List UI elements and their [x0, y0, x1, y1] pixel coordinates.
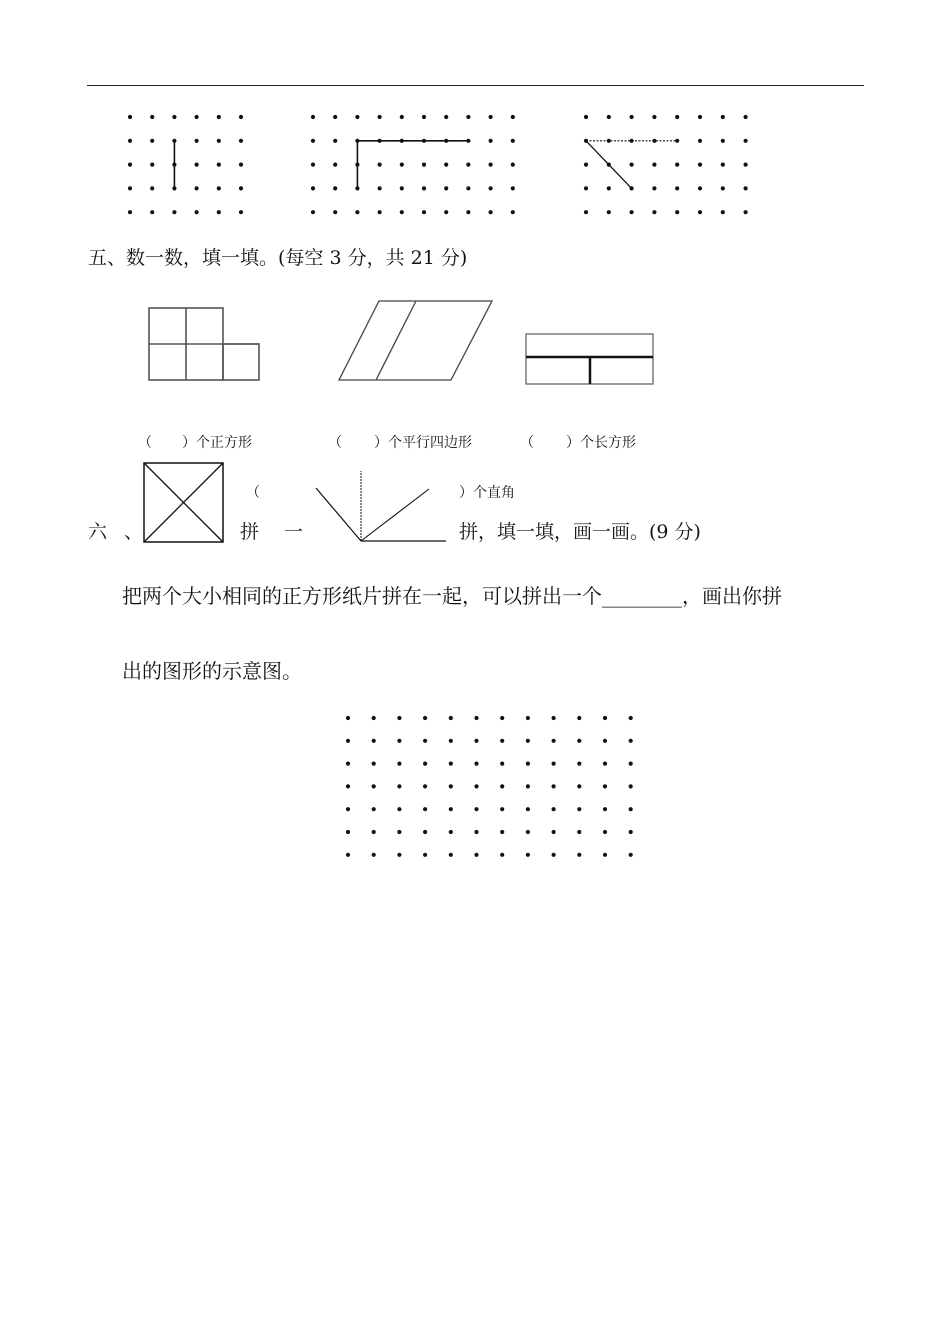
- grid-dot: [466, 210, 470, 214]
- grid-dot: [423, 830, 427, 834]
- section-6-number: 六: [88, 521, 108, 543]
- grid-dot: [423, 807, 427, 811]
- grid-dot: [333, 115, 337, 119]
- grid-dot: [584, 163, 588, 167]
- grid-dot: [489, 210, 493, 214]
- grid-dot: [584, 115, 588, 119]
- grid-dot: [311, 163, 315, 167]
- grid-dot: [217, 163, 221, 167]
- grid-dot: [577, 853, 581, 857]
- grid-dot: [311, 139, 315, 143]
- instruction-line-2: 出的图形的示意图。: [122, 659, 302, 683]
- grid-dot: [466, 115, 470, 119]
- grid-dot: [239, 186, 243, 190]
- grid-dot: [150, 210, 154, 214]
- grid-dot: [128, 210, 132, 214]
- grid-dot: [630, 115, 634, 119]
- grid-dot: [466, 186, 470, 190]
- grid-dot: [474, 784, 478, 788]
- grid-dot: [652, 163, 656, 167]
- grid-dot: [552, 807, 556, 811]
- grid-dot: [378, 115, 382, 119]
- grid-dot: [449, 784, 453, 788]
- grid-segment: [586, 141, 632, 189]
- grid-dot: [423, 716, 427, 720]
- grid-dot: [474, 762, 478, 766]
- grid-dot: [346, 830, 350, 834]
- grid-dot: [346, 784, 350, 788]
- grid-dot: [172, 210, 176, 214]
- angle-count-label: ）个直角: [459, 485, 515, 501]
- grid-dot: [489, 163, 493, 167]
- grid-dot: [629, 830, 633, 834]
- grid-dot: [526, 830, 530, 834]
- grid-dot: [400, 115, 404, 119]
- grid-dot: [652, 115, 656, 119]
- paren-open-squares: （: [138, 435, 152, 451]
- grid-dot: [744, 115, 748, 119]
- grid-dot: [721, 115, 725, 119]
- grid-dot: [603, 784, 607, 788]
- grid-dot: [423, 784, 427, 788]
- grid-dot: [311, 186, 315, 190]
- grid-dot: [744, 163, 748, 167]
- grid-dot: [552, 830, 556, 834]
- grid-dot: [217, 139, 221, 143]
- grid-dot: [400, 186, 404, 190]
- grid-dot: [577, 807, 581, 811]
- grid-dot: [552, 784, 556, 788]
- grid-dot: [630, 163, 634, 167]
- grid-dot: [466, 163, 470, 167]
- grid-dot: [629, 807, 633, 811]
- grid-dot: [195, 186, 199, 190]
- grid-dot: [603, 716, 607, 720]
- grid-dot: [150, 115, 154, 119]
- grid-dot: [500, 830, 504, 834]
- grid-dot: [675, 163, 679, 167]
- grid-dot: [652, 186, 656, 190]
- grid-dot: [675, 115, 679, 119]
- grid-dot: [195, 115, 199, 119]
- grid-dot: [355, 210, 359, 214]
- grid-dot: [500, 807, 504, 811]
- grid-dot: [698, 163, 702, 167]
- grid-dot: [500, 716, 504, 720]
- label-squares: ）个正方形: [182, 435, 252, 451]
- grid-dot: [372, 739, 376, 743]
- grid-dot: [721, 139, 725, 143]
- grid-dot: [346, 853, 350, 857]
- grid-dot: [397, 830, 401, 834]
- grid-dot: [577, 762, 581, 766]
- grid-dot: [346, 739, 350, 743]
- grid-dot: [400, 163, 404, 167]
- grid-dot: [372, 716, 376, 720]
- grid-dot: [511, 139, 515, 143]
- grid-dot: [489, 186, 493, 190]
- grid-dot: [449, 762, 453, 766]
- label-rectangles: ）个长方形: [566, 435, 636, 451]
- grid-dot: [584, 210, 588, 214]
- grid-dot: [195, 139, 199, 143]
- grid-dot: [629, 762, 633, 766]
- grid-dot: [449, 739, 453, 743]
- grid-dot: [422, 210, 426, 214]
- grid-dot: [526, 784, 530, 788]
- grid-dot: [489, 139, 493, 143]
- grid-dot: [500, 762, 504, 766]
- grid-dot: [195, 163, 199, 167]
- grid-dot: [526, 853, 530, 857]
- grid-dot: [721, 163, 725, 167]
- header-rule: [87, 85, 864, 86]
- grid-dot: [422, 163, 426, 167]
- grid-dot: [744, 210, 748, 214]
- squares-figure: [148, 307, 262, 382]
- grid-dot: [474, 739, 478, 743]
- rectangles-figure: [525, 333, 655, 387]
- grid-dot: [603, 739, 607, 743]
- paren-open-parallelograms: （: [328, 435, 342, 451]
- dot-grid-top-1: [120, 108, 260, 223]
- grid-dot: [675, 186, 679, 190]
- grid-dot: [449, 830, 453, 834]
- parallelogram-figure: [338, 300, 494, 382]
- grid-dot: [698, 115, 702, 119]
- grid-dot: [397, 739, 401, 743]
- grid-dot: [239, 163, 243, 167]
- grid-dot: [474, 853, 478, 857]
- grid-dot: [397, 716, 401, 720]
- grid-dot: [474, 716, 478, 720]
- grid-dot: [422, 115, 426, 119]
- grid-dot: [721, 210, 725, 214]
- grid-dot: [675, 210, 679, 214]
- grid-dot: [449, 807, 453, 811]
- grid-dot: [217, 210, 221, 214]
- grid-dot: [128, 163, 132, 167]
- grid-dot: [675, 139, 679, 143]
- grid-dot: [311, 115, 315, 119]
- grid-dot: [584, 186, 588, 190]
- grid-dot: [372, 853, 376, 857]
- grid-dot: [721, 186, 725, 190]
- grid-dot: [511, 210, 515, 214]
- grid-dot: [128, 186, 132, 190]
- grid-dot: [423, 739, 427, 743]
- angle-paren-open: （: [246, 485, 260, 501]
- grid-dot: [449, 853, 453, 857]
- grid-dot: [552, 762, 556, 766]
- label-parallelograms: ）个平行四边形: [374, 435, 472, 451]
- grid-dot: [652, 210, 656, 214]
- grid-dot: [577, 784, 581, 788]
- grid-dot: [444, 186, 448, 190]
- grid-dot: [423, 762, 427, 766]
- grid-dot: [629, 739, 633, 743]
- grid-dot: [444, 115, 448, 119]
- section-6-separator: 、: [124, 521, 144, 543]
- grid-dot: [239, 139, 243, 143]
- grid-dot: [526, 739, 530, 743]
- grid-dot: [577, 830, 581, 834]
- grid-dot: [603, 830, 607, 834]
- instruction-part-a: 把两个大小相同的正方形纸片拼在一起，可以拼出一个: [122, 584, 602, 608]
- grid-dot: [552, 716, 556, 720]
- grid-dot: [500, 853, 504, 857]
- grid-dot: [603, 807, 607, 811]
- instruction-part-b: ，画出你拼: [682, 584, 782, 608]
- grid-dot: [698, 186, 702, 190]
- instruction-line-1: [122, 580, 782, 609]
- grid-dot: [422, 186, 426, 190]
- grid-dot: [744, 139, 748, 143]
- grid-dot: [577, 716, 581, 720]
- answer-blank[interactable]: ________: [602, 584, 682, 608]
- grid-dot: [607, 115, 611, 119]
- grid-dot: [511, 186, 515, 190]
- grid-dot: [372, 784, 376, 788]
- grid-dot: [400, 210, 404, 214]
- grid-dot: [397, 784, 401, 788]
- grid-dot: [444, 163, 448, 167]
- grid-dot: [526, 762, 530, 766]
- grid-dot: [355, 115, 359, 119]
- grid-dot: [474, 807, 478, 811]
- section-6-pin: 拼: [240, 521, 260, 543]
- grid-dot: [378, 163, 382, 167]
- grid-dot: [552, 739, 556, 743]
- section-6-yi: 一: [284, 521, 304, 543]
- grid-dot: [217, 115, 221, 119]
- section-5-heading: 五、数一数，填一填。(每空 3 分，共 21 分): [88, 247, 468, 269]
- grid-dot: [744, 186, 748, 190]
- grid-dot: [333, 139, 337, 143]
- grid-dot: [607, 186, 611, 190]
- grid-dot: [489, 115, 493, 119]
- grid-dot: [195, 210, 199, 214]
- grid-dot: [150, 139, 154, 143]
- grid-dot: [239, 115, 243, 119]
- grid-dot: [128, 115, 132, 119]
- grid-dot: [397, 807, 401, 811]
- grid-dot: [698, 210, 702, 214]
- grid-dot: [172, 115, 176, 119]
- grid-dot: [603, 762, 607, 766]
- grid-dot: [603, 853, 607, 857]
- drawing-dot-grid[interactable]: [340, 710, 640, 865]
- square-with-diagonals-figure: [143, 462, 225, 544]
- grid-dot: [629, 716, 633, 720]
- grid-dot: [423, 853, 427, 857]
- grid-dot: [449, 716, 453, 720]
- paren-open-rectangles: （: [520, 435, 534, 451]
- grid-dot: [372, 807, 376, 811]
- grid-dot: [500, 739, 504, 743]
- grid-dot: [239, 210, 243, 214]
- grid-dot: [629, 784, 633, 788]
- grid-dot: [128, 139, 132, 143]
- grid-dot: [511, 115, 515, 119]
- grid-dot: [150, 163, 154, 167]
- grid-dot: [333, 163, 337, 167]
- section-6-heading-tail: 拼，填一填，画一画。(9 分): [459, 521, 701, 543]
- grid-dot: [607, 210, 611, 214]
- grid-dot: [397, 762, 401, 766]
- grid-dot: [372, 762, 376, 766]
- grid-dot: [577, 739, 581, 743]
- grid-dot: [630, 210, 634, 214]
- grid-dot: [378, 186, 382, 190]
- grid-dot: [552, 853, 556, 857]
- grid-dot: [444, 210, 448, 214]
- grid-dot: [397, 853, 401, 857]
- dot-grid-top-2: [305, 108, 530, 223]
- grid-dot: [511, 163, 515, 167]
- grid-dot: [629, 853, 633, 857]
- grid-dot: [526, 716, 530, 720]
- grid-dot: [346, 762, 350, 766]
- grid-dot: [526, 807, 530, 811]
- grid-dot: [311, 210, 315, 214]
- angles-figure: [315, 470, 447, 545]
- grid-dot: [346, 807, 350, 811]
- dot-grid-top-3: [578, 108, 758, 223]
- grid-dot: [346, 716, 350, 720]
- grid-dot: [698, 139, 702, 143]
- grid-dot: [474, 830, 478, 834]
- grid-dot: [150, 186, 154, 190]
- grid-dot: [372, 830, 376, 834]
- grid-dot: [500, 784, 504, 788]
- grid-dot: [333, 186, 337, 190]
- grid-dot: [217, 186, 221, 190]
- grid-dot: [378, 210, 382, 214]
- grid-dot: [333, 210, 337, 214]
